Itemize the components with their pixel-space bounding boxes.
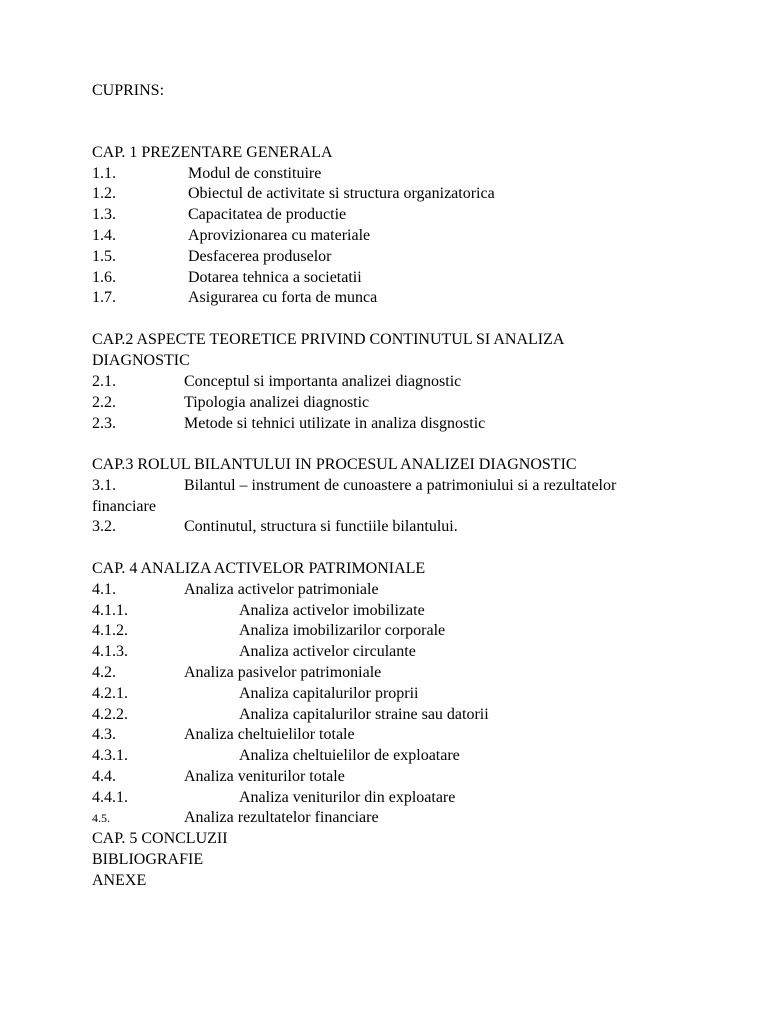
- entry-title: Analiza activelor circulante: [239, 643, 416, 660]
- entry-number: 2.1.: [92, 373, 116, 390]
- toc-entry: [92, 601, 425, 621]
- entry-title: Analiza capitalurilor straine sau datorii: [239, 706, 489, 723]
- entry-number: 4.2.: [92, 664, 116, 681]
- entry-number: 1.3.: [92, 206, 116, 223]
- entry-number: 4.3.1.: [92, 747, 128, 764]
- toc-entry: [92, 705, 489, 725]
- chapter-5-heading: CAP. 5 CONCLUZII: [92, 830, 228, 847]
- toc-entry: [92, 414, 486, 434]
- entry-number: 4.1.: [92, 581, 116, 598]
- entry-number: 4.4.: [92, 768, 116, 785]
- entry-number: 4.2.1.: [92, 685, 128, 702]
- entry-title: Analiza cheltuielilor totale: [184, 726, 355, 743]
- entry-title: Analiza cheltuielilor de exploatare: [239, 747, 460, 764]
- chapter-4-heading: CAP. 4 ANALIZA ACTIVELOR PATRIMONIALE: [92, 560, 426, 577]
- entry-number: 1.1.: [92, 165, 116, 182]
- entry-title: Tipologia analizei diagnostic: [184, 394, 370, 411]
- entry-title: Asigurarea cu forta de munca: [188, 289, 378, 306]
- toc-entry: [92, 184, 495, 204]
- entry-number: 4.3.: [92, 726, 116, 743]
- toc-entry: [92, 288, 378, 308]
- entry-title: Capacitatea de productie: [188, 206, 347, 223]
- entry-title: Aprovizionarea cu materiale: [188, 227, 371, 244]
- chapter-3-heading: CAP.3 ROLUL BILANTULUI IN PROCESUL ANALIZEI DIAGNOSTIC: [92, 456, 577, 473]
- entry-title: Analiza veniturilor din exploatare: [239, 789, 456, 806]
- toc-entry: [92, 205, 347, 225]
- toc-entry: [92, 476, 617, 496]
- toc-entry: [92, 621, 446, 641]
- entry-number: 2.3.: [92, 415, 116, 432]
- entry-title: Analiza activelor imobilizate: [239, 602, 425, 619]
- entry-number: 4.1.2.: [92, 622, 128, 639]
- entry-number: 1.2.: [92, 185, 116, 202]
- entry-number: 4.1.3.: [92, 643, 128, 660]
- entry-number: 1.6.: [92, 269, 116, 286]
- toc-title: CUPRINS:: [92, 82, 165, 99]
- toc-entry: [92, 808, 379, 828]
- toc-entry: [92, 247, 332, 267]
- entry-number: 4.5.: [92, 811, 110, 825]
- entry-title: Metode si tehnici utilizate in analiza disgnostic: [184, 415, 486, 432]
- entry-number: 4.4.1.: [92, 789, 128, 806]
- toc-entry: [92, 164, 322, 184]
- toc-entry: [92, 684, 419, 704]
- entry-number: 3.1.: [92, 477, 116, 494]
- toc-entry: [92, 268, 362, 288]
- toc-entry: [92, 767, 345, 787]
- entry-number: 4.1.1.: [92, 602, 128, 619]
- entry-number: 2.2.: [92, 394, 116, 411]
- entry-title: Analiza imobilizarilor corporale: [239, 622, 446, 639]
- entry-title: Analiza pasivelor patrimoniale: [184, 664, 382, 681]
- entry-title: Bilantul – instrument de cunoastere a patrimoniului si a rezultatelor: [184, 477, 617, 494]
- entry-number: 1.4.: [92, 227, 116, 244]
- entry-title: Modul de constituire: [188, 165, 322, 182]
- chapter-1-heading: CAP. 1 PREZENTARE GENERALA: [92, 144, 333, 161]
- toc-entry: [92, 663, 382, 683]
- entry-title: Obiectul de activitate si structura organizatorica: [188, 185, 495, 202]
- entry-title: Analiza rezultatelor financiare: [184, 809, 379, 826]
- toc-entry: [92, 746, 460, 766]
- toc-entry: [92, 788, 456, 808]
- bibliography-heading: BIBLIOGRAFIE: [92, 851, 204, 868]
- chapter-2-heading: CAP.2 ASPECTE TEORETICE PRIVIND CONTINUTUL SI ANALIZA: [92, 331, 565, 348]
- toc-entry: [92, 393, 370, 413]
- entry-title: Analiza capitalurilor proprii: [239, 685, 419, 702]
- entry-title: Continutul, structura si functiile bilantului.: [184, 518, 458, 535]
- entry-number: 1.5.: [92, 248, 116, 265]
- toc-entry: [92, 580, 379, 600]
- toc-entry: [92, 642, 416, 662]
- entry-title: Desfacerea produselor: [188, 248, 332, 265]
- toc-entry: [92, 517, 458, 537]
- entry-title: Conceptul si importanta analizei diagnostic: [184, 373, 462, 390]
- entry-title: Analiza veniturilor totale: [184, 768, 345, 785]
- entry-number: 4.2.2.: [92, 706, 128, 723]
- toc-entry: [92, 725, 355, 745]
- entry-title-continued: financiare: [92, 498, 156, 515]
- annexes-heading: ANEXE: [92, 872, 147, 889]
- entry-title: Dotarea tehnica a societatii: [188, 269, 362, 286]
- toc-entry: [92, 372, 462, 392]
- toc-entry: [92, 226, 371, 246]
- entry-number: 1.7.: [92, 289, 116, 306]
- entry-title: Analiza activelor patrimoniale: [184, 581, 379, 598]
- entry-number: 3.2.: [92, 518, 116, 535]
- chapter-2-heading-continued: DIAGNOSTIC: [92, 352, 190, 369]
